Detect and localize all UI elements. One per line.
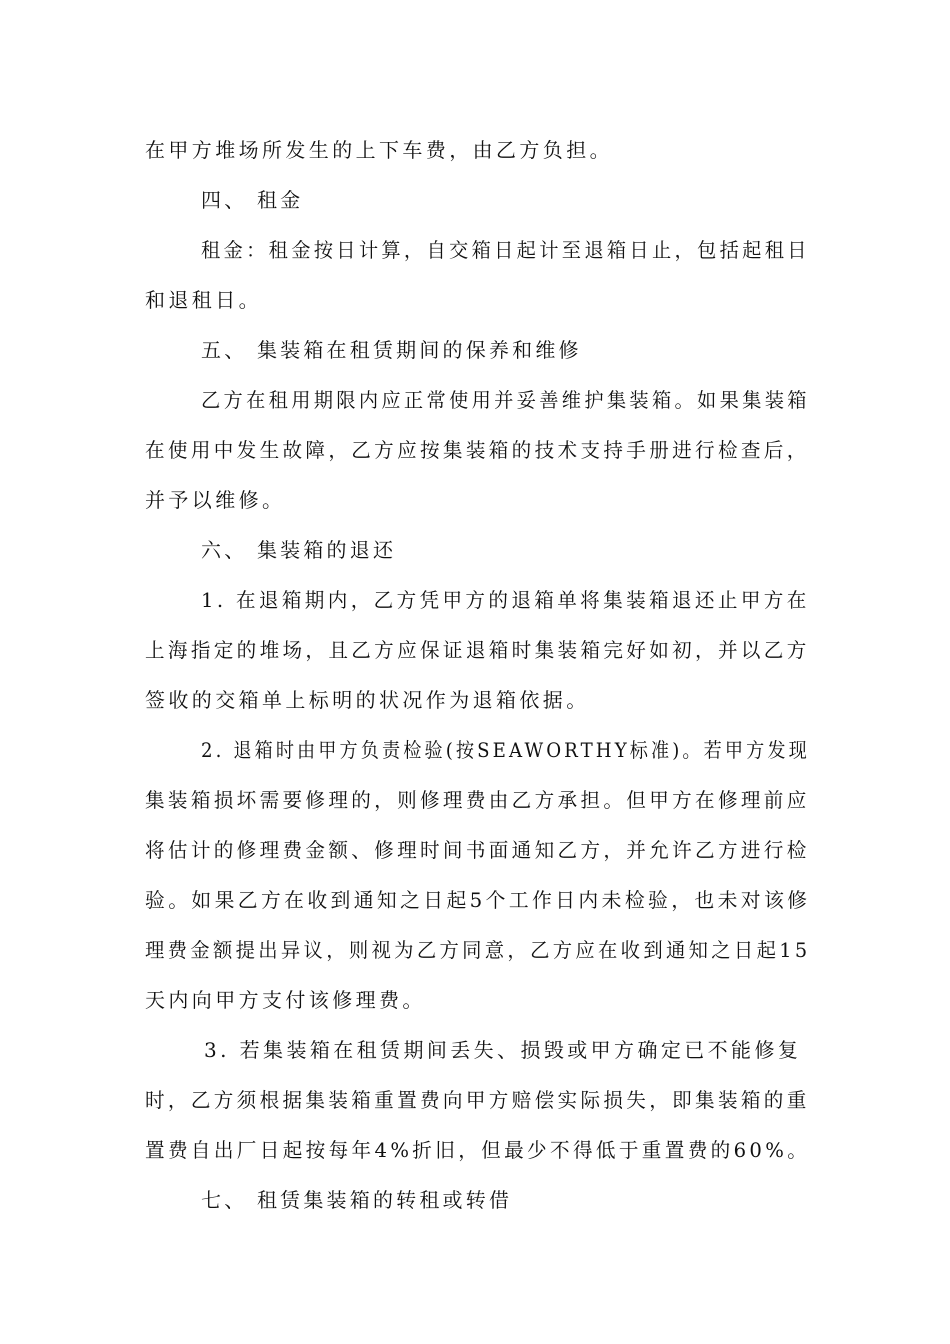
- paragraph-line: 并予以维修。: [145, 488, 286, 512]
- paragraph-line: 在甲方堆场所发生的上下车费，由乙方负担。: [145, 138, 613, 162]
- section-heading-maintenance: 五、 集装箱在租赁期间的保养和维修: [201, 338, 582, 362]
- paragraph-line: 理费金额提出异议，则视为乙方同意，乙方应在收到通知之日起15: [145, 938, 811, 962]
- paragraph-line: 上海指定的堆场，且乙方应保证退箱时集装箱完好如初，并以乙方: [145, 638, 810, 662]
- paragraph-line: 乙方在租用期限内应正常使用并妥善维护集装箱。如果集装箱: [201, 388, 810, 412]
- paragraph-line: 将估计的修理费金额、修理时间书面通知乙方，并允许乙方进行检: [145, 838, 810, 862]
- section-heading-return: 六、 集装箱的退还: [201, 538, 397, 562]
- paragraph-line: 1. 在退箱期内，乙方凭甲方的退箱单将集装箱退还止甲方在: [201, 588, 810, 612]
- paragraph-line: 天内向甲方支付该修理费。: [145, 988, 426, 1012]
- paragraph-line: 在使用中发生故障，乙方应按集装箱的技术支持手册进行检查后，: [145, 438, 810, 462]
- paragraph-line: 租金：租金按日计算，自交箱日起计至退箱日止，包括起租日: [201, 238, 810, 262]
- paragraph-line: 签收的交箱单上标明的状况作为退箱依据。: [145, 688, 590, 712]
- paragraph-line: 验。如果乙方在收到通知之日起5个工作日内未检验，也未对该修: [145, 888, 811, 912]
- paragraph-line: 置费自出厂日起按每年4%折旧，但最少不得低于重置费的60%。: [145, 1138, 811, 1162]
- paragraph-line: 集装箱损坏需要修理的，则修理费由乙方承担。但甲方在修理前应: [145, 788, 810, 812]
- paragraph-line: 时，乙方须根据集装箱重置费向甲方赔偿实际损失，即集装箱的重: [145, 1088, 810, 1112]
- paragraph-line: 3. 若集装箱在租赁期间丢失、损毁或甲方确定已不能修复: [204, 1038, 802, 1062]
- paragraph-line: 和退租日。: [145, 288, 262, 312]
- section-heading-rent: 四、 租金: [201, 188, 304, 212]
- section-heading-sublease: 七、 租赁集装箱的转租或转借: [201, 1188, 513, 1212]
- paragraph-line: 2. 退箱时由甲方负责检验(按SEAWORTHY标准)。若甲方发现: [201, 738, 810, 762]
